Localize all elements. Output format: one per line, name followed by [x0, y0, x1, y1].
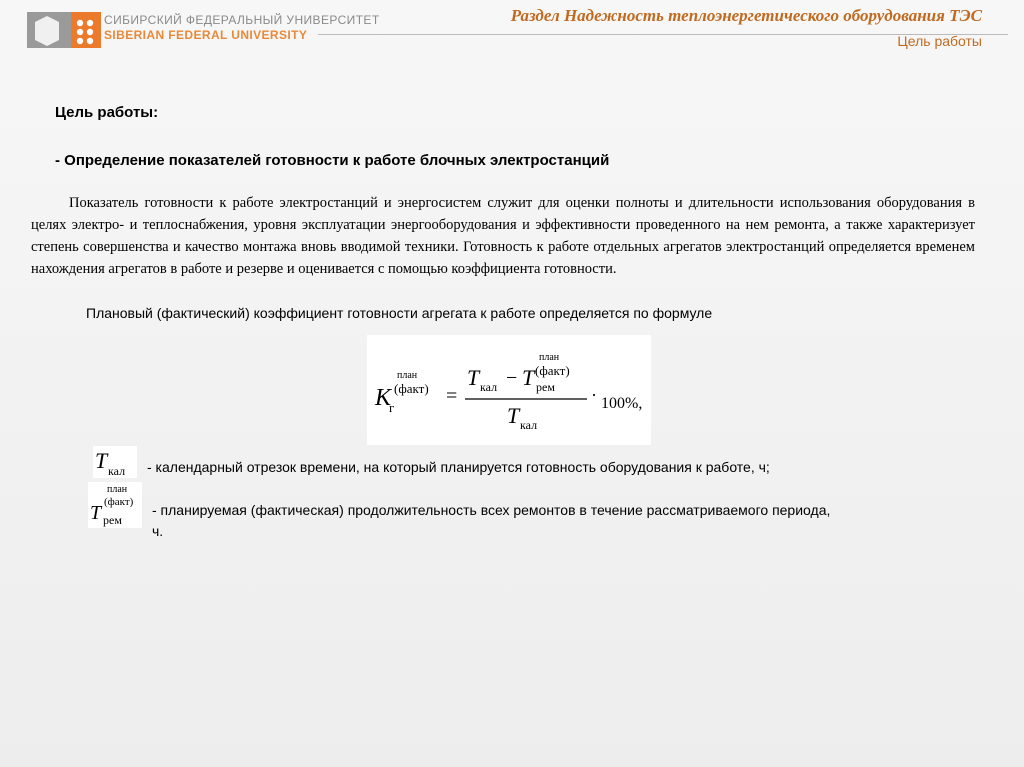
definition-t-rem: - планируемая (фактическая) продолжительность всех ремонтов в течение рассматриваемого периода, ч. — [152, 502, 831, 539]
section-title: Раздел Надежность теплоэнергетического оборудования ТЭС — [510, 6, 982, 25]
svg-text:рем: рем — [103, 513, 122, 527]
formula-minus: − — [506, 367, 518, 389]
formula-t1: T — [467, 365, 480, 390]
formula-k-sub: г — [389, 400, 395, 415]
formula-t2-rem: рем — [536, 380, 555, 394]
subsection-title: Цель работы — [897, 33, 982, 49]
svg-text:план: план — [107, 484, 128, 495]
svg-text:T: T — [95, 448, 108, 473]
description-paragraph: Показатель готовности к работе электростанций и энергосистем служит для оценки полноты и длительности использования оборудования в целях электро- и теплоснабжения, уровня эксплуатации энергооборудования и эффективности проведенного на нем ремонта, а также характеризует степень совершенства и качество монтажа вновь вводимой техники. Готовность к работе отдельных агрегатов электростанций определяется временем нахождения агрегатов в работе и резерве и оценивается с помощью коэффициента готовности. — [31, 195, 975, 277]
formula-t2: T — [522, 365, 535, 390]
formula-times: · — [591, 385, 597, 405]
formula-t2-fact: (факт) — [535, 363, 570, 378]
symbol-t-rem — [88, 482, 142, 528]
formula-t1-kal: кал — [480, 380, 498, 394]
formula-t3-kal: кал — [520, 418, 538, 432]
formula-equals: = — [446, 385, 458, 407]
formula-intro: Плановый (фактический) коэффициент готовности агрегата к работе определяется по формуле — [86, 305, 713, 321]
svg-text:T: T — [90, 502, 102, 524]
goal-heading: Цель работы: — [55, 104, 159, 121]
formula-k: K — [375, 385, 392, 411]
logo-orange-block — [71, 12, 101, 48]
university-name-ru: СИБИРСКИЙ ФЕДЕРАЛЬНЫЙ УНИВЕРСИТЕТ — [104, 13, 380, 27]
formula-t3: T — [507, 403, 520, 428]
definition-t-kal: - календарный отрезок времени, на который планируется готовность оборудования к работе, ч; — [147, 459, 770, 475]
university-name-en: SIBERIAN FEDERAL UNIVERSITY — [104, 28, 308, 42]
formula-k-plan: план — [397, 370, 418, 381]
svg-text:(факт): (факт) — [104, 496, 134, 508]
formula-t2-plan: план — [539, 352, 560, 363]
readiness-formula — [367, 335, 651, 445]
symbol-t-kal — [93, 446, 137, 478]
formula-k-fact: (факт) — [394, 381, 429, 396]
formula-percent: 100%, — [601, 395, 643, 412]
goal-item: - Определение показателей готовности к работе блочных электростанций — [55, 152, 610, 169]
logo-text — [104, 13, 380, 43]
svg-text:кал: кал — [108, 464, 126, 478]
